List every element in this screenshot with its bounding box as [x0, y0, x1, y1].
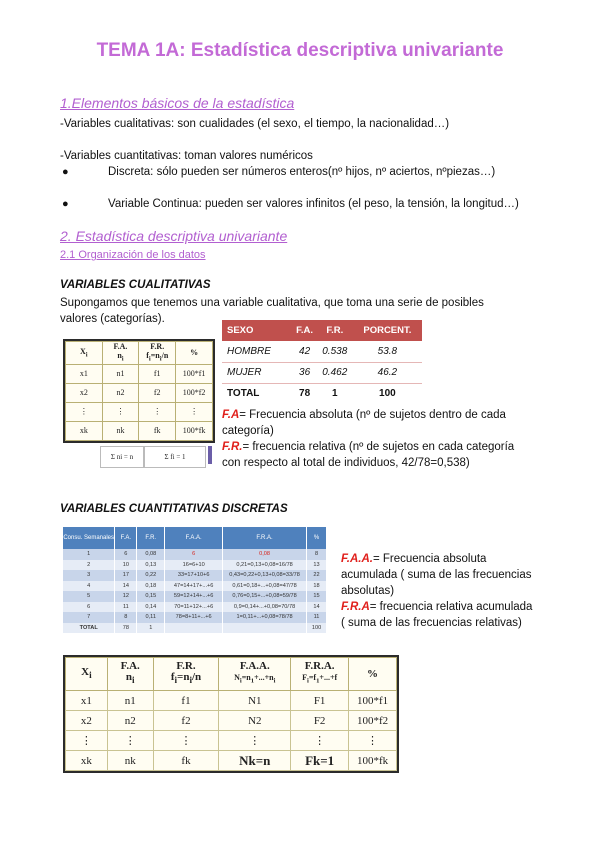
- sum-ni-formula: Σ ni = n: [100, 446, 144, 468]
- cell: 0,22: [137, 570, 165, 581]
- cell: ⋮: [176, 402, 213, 421]
- cell: N1: [219, 691, 291, 711]
- cell: [165, 623, 223, 634]
- bullet-continua: Variable Continua: pueden ser valores infinitos (el peso, la tensión, la longitud…): [108, 198, 519, 210]
- cell: 0.538: [317, 341, 353, 362]
- cell: 2: [63, 560, 115, 571]
- cell: 33=17+10+6: [165, 570, 223, 581]
- header-xi: $X_i$: [66, 658, 108, 691]
- cell: 6: [115, 549, 137, 560]
- cell: xk: [66, 421, 103, 440]
- section-1-heading: 1.Elementos básicos de la estadística: [60, 95, 295, 111]
- header-consumo: Consu. Semanales: [63, 527, 115, 549]
- fr-label: F.R.: [222, 441, 243, 453]
- cell: 100*f2: [176, 383, 213, 402]
- cell: 59=12+14+...+6: [165, 591, 223, 602]
- cell: xk: [66, 751, 108, 771]
- cell: 46.2: [353, 362, 422, 383]
- line-cuantitativas: -Variables cuantitativas: toman valores numéricos: [60, 150, 313, 162]
- cell: 0,14: [137, 602, 165, 613]
- cell-total: TOTAL: [63, 623, 115, 634]
- cell: 6: [63, 602, 115, 613]
- cell: 22: [307, 570, 327, 581]
- cell: ⋮: [291, 731, 349, 751]
- cell: nk: [107, 751, 153, 771]
- cell: 0,21=0,13+0,08=16/78: [223, 560, 307, 571]
- cell: 14: [307, 602, 327, 613]
- fra-definition-2: ( suma de las frecuencias relativas): [341, 617, 522, 629]
- page-title: TEMA 1A: Estadística descriptiva univariante: [96, 40, 504, 61]
- cell: ⋮: [102, 402, 139, 421]
- cualitativas-title: VARIABLES CUALITATIVAS: [60, 279, 211, 291]
- cell: n2: [107, 711, 153, 731]
- cell: 53.8: [353, 341, 422, 362]
- cell: N2: [219, 711, 291, 731]
- decorative-bar: [208, 446, 212, 464]
- cell: 0,76=0,15+...+0,08=59/78: [223, 591, 307, 602]
- cell: 1: [137, 623, 165, 634]
- cell: 0,08: [137, 549, 165, 560]
- cell: ⋮: [66, 731, 108, 751]
- cell: [223, 623, 307, 634]
- cell: F2: [291, 711, 349, 731]
- cell: 100: [379, 388, 396, 400]
- cell: 17: [115, 570, 137, 581]
- cell: 78: [299, 388, 311, 400]
- cell: n1: [102, 364, 139, 383]
- line-cualitativas: -Variables cualitativas: son cualidades (el sexo, el tiempo, la nacionalidad…): [60, 118, 450, 130]
- fa-definition-2: categoría): [222, 425, 274, 437]
- cell: 12: [115, 591, 137, 602]
- cell: ⋮: [349, 731, 397, 751]
- fra-label: F.R.A: [341, 601, 370, 613]
- header-percent: %: [176, 342, 213, 365]
- cell: 100*f1: [349, 691, 397, 711]
- header-fr: F.R. $f_i=n_i/n$: [139, 342, 176, 365]
- header-fa: F.A.: [115, 527, 137, 549]
- header-xi: $X_i$: [66, 342, 103, 365]
- cell: 78: [115, 623, 137, 634]
- cell: f1: [153, 691, 219, 711]
- cell: ⋮: [219, 731, 291, 751]
- cell: fk: [139, 421, 176, 440]
- bullet-discreta: Discreta: sólo pueden ser números enteros(nº hijos, nº aciertos, nºpiezas…): [108, 166, 496, 178]
- fr-definition-2: con respecto al total de individuos, 42/78=0,538): [222, 457, 470, 469]
- cell: 10: [115, 560, 137, 571]
- cell: 3: [63, 570, 115, 581]
- cell: Fk=1: [291, 751, 349, 771]
- header-fra: F.R.A.: [223, 527, 307, 549]
- cell: 16=6+10: [165, 560, 223, 571]
- subsection-2-1-heading: 2.1 Organización de los datos: [60, 249, 206, 261]
- cell-total: TOTAL: [227, 388, 260, 400]
- header-percent: %: [349, 658, 397, 691]
- cell: 100*f2: [349, 711, 397, 731]
- header-faa: F.A.A. $N_i=n_1+...+n_i$: [219, 658, 291, 691]
- cell: 78=8+11+...+6: [165, 612, 223, 623]
- sexo-table: [222, 320, 422, 404]
- cell: ⋮: [139, 402, 176, 421]
- bullet-discreta-marker: ●: [62, 166, 69, 178]
- cell-hombre: HOMBRE: [222, 341, 292, 362]
- cell: 14: [115, 581, 137, 592]
- cell: f1: [139, 364, 176, 383]
- cell: 0,61=0,18+...+0,08=47/78: [223, 581, 307, 592]
- cell: F1: [291, 691, 349, 711]
- faa-label: F.A.A.: [341, 553, 373, 565]
- cell: 47=14+17+...+6: [165, 581, 223, 592]
- bullet-continua-marker: ●: [62, 198, 69, 210]
- header-fa: F.A. $n_i$: [107, 658, 153, 691]
- cell: 6: [165, 549, 223, 560]
- header-fr: F.R.: [137, 527, 165, 549]
- faa-text: = Frecuencia absoluta: [372, 553, 487, 565]
- cell: f2: [139, 383, 176, 402]
- cell: 7: [63, 612, 115, 623]
- cell: 0,13: [137, 560, 165, 571]
- cell: 11: [307, 612, 327, 623]
- cell: n2: [102, 383, 139, 402]
- header-percent: %: [307, 527, 327, 549]
- fa-definition: [222, 407, 506, 423]
- cell: 0,18: [137, 581, 165, 592]
- cell: 0,9=0,14+...+0,08=70/78: [223, 602, 307, 613]
- cell: 18: [307, 581, 327, 592]
- discretas-data-table: [63, 527, 327, 633]
- sum-fi-formula: Σ fi = 1: [144, 446, 206, 468]
- header-faa: F.A.A.: [165, 527, 223, 549]
- cell: 8: [307, 549, 327, 560]
- header-fra: F.R.A. $F_i=f_1+...+f$: [291, 658, 349, 691]
- cell: 1: [331, 388, 338, 400]
- section-2-heading: 2. Estadística descriptiva univariante: [60, 228, 288, 244]
- cell: 100*f1: [176, 364, 213, 383]
- cell: 0,15: [137, 591, 165, 602]
- cell: x2: [66, 711, 108, 731]
- cell: 13: [307, 560, 327, 571]
- cualitativas-text-2: valores (categorías).: [60, 313, 165, 325]
- cell: f2: [153, 711, 219, 731]
- cualitativa-formula-table: [63, 339, 215, 443]
- cell: x2: [66, 383, 103, 402]
- cell: n1: [107, 691, 153, 711]
- cell: 0,11: [137, 612, 165, 623]
- cell: x1: [66, 364, 103, 383]
- cell: 0.462: [317, 362, 353, 383]
- discretas-title: VARIABLES CUANTITATIVAS DISCRETAS: [60, 503, 288, 515]
- faa-definition-2: acumulada ( suma de las frecuencias: [341, 569, 532, 581]
- cell: ⋮: [153, 731, 219, 751]
- cell: ⋮: [107, 731, 153, 751]
- cualitativas-text-1: Supongamos que tenemos una variable cualitativa, que toma una serie de posibles: [60, 297, 484, 309]
- faa-definition-3: absolutas): [341, 585, 395, 597]
- cell: 70=11+12+...+6: [165, 602, 223, 613]
- cell: 100: [307, 623, 327, 634]
- cell: x1: [66, 691, 108, 711]
- cell-mujer: MUJER: [222, 362, 292, 383]
- cell: ⋮: [66, 402, 103, 421]
- fr-text: = frecuencia relativa (nº de sujetos en cada categoría: [242, 441, 515, 453]
- header-fa: F.A.: [292, 320, 316, 341]
- fa-text: = Frecuencia absoluta (nº de sujetos dentro de cada: [239, 409, 506, 421]
- faa-definition: [341, 551, 486, 567]
- cell: 15: [307, 591, 327, 602]
- header-fr: F.R.: [317, 320, 353, 341]
- cell: 36: [292, 362, 316, 383]
- cell: nk: [102, 421, 139, 440]
- cell: 0,08: [223, 549, 307, 560]
- cell: 100*fk: [176, 421, 213, 440]
- fra-definition: [341, 599, 532, 615]
- fa-label: F.A: [222, 409, 240, 421]
- cell: 0,43=0,22+0,13+0,08=33/78: [223, 570, 307, 581]
- header-sexo: SEXO: [222, 320, 292, 341]
- cell: 5: [63, 591, 115, 602]
- header-fr: F.R. $f_i=n_i/n$: [153, 658, 219, 691]
- cell: 1=0,11+...+0,08=78/78: [223, 612, 307, 623]
- cell: 1: [63, 549, 115, 560]
- cell: fk: [153, 751, 219, 771]
- cell: 4: [63, 581, 115, 592]
- fr-definition: [222, 439, 514, 455]
- cell: 42: [292, 341, 316, 362]
- cell: Nk=n: [219, 751, 291, 771]
- header-porcent: PORCENT.: [353, 320, 422, 341]
- cell: 100*fk: [349, 751, 397, 771]
- discretas-formula-table: [63, 655, 399, 773]
- cell: 11: [115, 602, 137, 613]
- fra-text: = frecuencia relativa acumulada: [369, 601, 533, 613]
- header-fa: F.A. $n_i$: [102, 342, 139, 365]
- cell: 8: [115, 612, 137, 623]
